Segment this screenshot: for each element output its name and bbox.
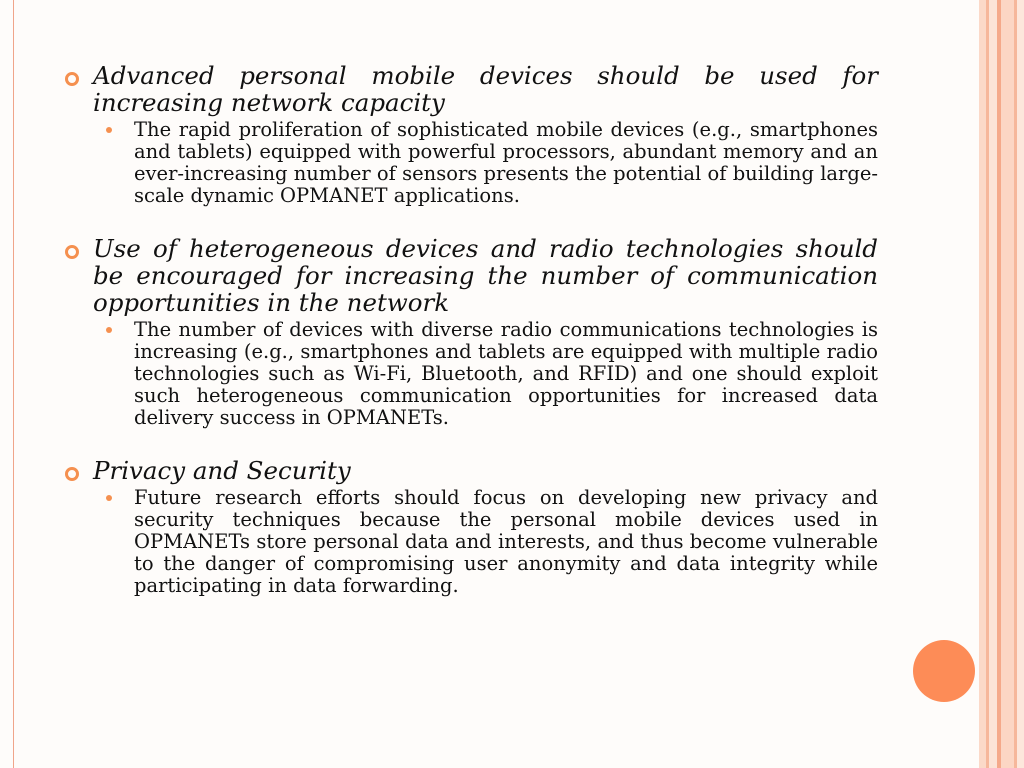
bullet-section-2 <box>60 235 878 429</box>
sub-bullet <box>134 319 878 429</box>
decorative-circle <box>913 640 975 702</box>
bullet-section-3 <box>60 457 878 597</box>
dot-bullet-icon <box>106 127 112 133</box>
sub-bullet <box>134 487 878 597</box>
ring-bullet-icon <box>65 467 79 481</box>
ring-bullet-icon <box>65 72 79 86</box>
right-stripe-decoration <box>1017 0 1024 768</box>
ring-bullet-icon <box>65 245 79 259</box>
right-stripe-decoration <box>1001 0 1014 768</box>
sub-bullet-text: Future research efforts should focus on developing new privacy and security techniques because the personal mobile devices used in OPMANETs store personal data and interests, and thus become vulnerable to the danger of compromising user anonymity and data integrity while participating in data forwarding. <box>134 486 878 597</box>
sub-bullet-text: The rapid proliferation of sophisticated mobile devices (e.g., smartphones and tablets) equipped with powerful processors, abundant memory and an ever-increasing number of sensors presents the potential of building large-scale dynamic OPMANET applications. <box>134 118 878 207</box>
bullet-heading: Use of heterogeneous devices and radio technologies should be encouraged for increasing the number of communication opportunities in the network <box>93 234 878 317</box>
sub-bullet-text: The number of devices with diverse radio communications technologies is increasing (e.g., smartphones and tablets are equipped with multiple radio technologies such as Wi-Fi, Bluetooth, and RFID) and one should exploit such heterogeneous communication opportunities for increased data delivery success in OPMANETs. <box>134 318 878 429</box>
sub-bullet <box>134 119 878 207</box>
bullet-heading: Privacy and Security <box>93 456 351 485</box>
right-stripe-decoration <box>989 0 997 768</box>
left-border-line <box>13 0 14 768</box>
dot-bullet-icon <box>106 327 112 333</box>
bullet-heading: Advanced personal mobile devices should be used for increasing network capacity <box>93 61 878 117</box>
right-stripe-decoration <box>979 0 986 768</box>
slide-content <box>60 62 878 625</box>
dot-bullet-icon <box>106 495 112 501</box>
bullet-section-1 <box>60 62 878 207</box>
